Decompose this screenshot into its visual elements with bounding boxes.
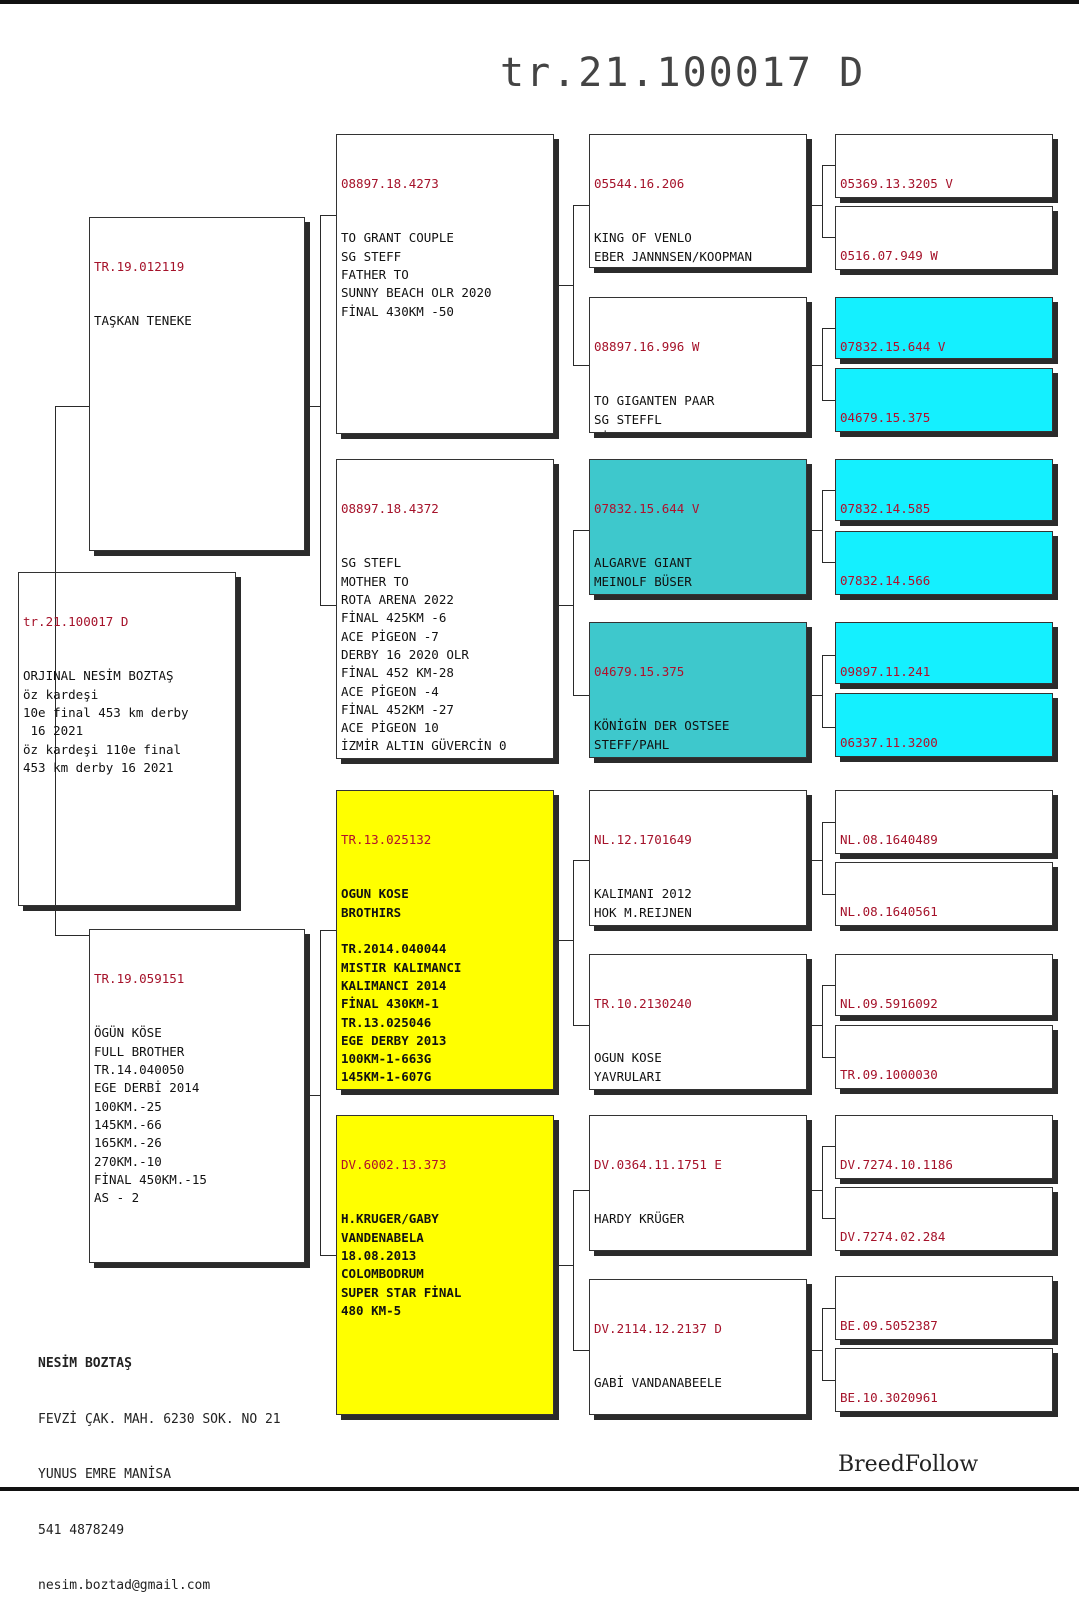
gen2-box-3 xyxy=(336,790,554,1090)
sire-box xyxy=(89,217,305,551)
gen4-box-2 xyxy=(835,206,1053,270)
ring-id: TR.09.1000030 xyxy=(840,1066,938,1082)
ring-id: 08897.18.4273 xyxy=(341,175,439,191)
ring-id: 07832.15.644 V xyxy=(840,338,946,354)
ring-id: BE.10.3020961 xyxy=(840,1389,938,1405)
ring-id: 08897.16.996 W xyxy=(594,338,700,354)
bird-info: TO GIGANTEN PAAR SG STEFFL xyxy=(594,393,715,427)
gen2-box-1 xyxy=(336,134,554,434)
gen4-box-3 xyxy=(835,297,1053,359)
ring-id: 07832.14.566 xyxy=(840,572,931,588)
sire-ring-id: TR.19.012119 xyxy=(94,258,185,274)
ring-id: DV.6002.13.373 xyxy=(341,1156,447,1172)
gen2-box-2 xyxy=(336,459,554,759)
gen3-box-2 xyxy=(589,297,807,433)
bird-info: OGUN KOSE BROTHIRS TR.2014.040044 MISTIR KALIMANCI KALIMANCI 2014 FİNAL 430KM-1 TR.13.025046 EGE DERBY 2013 100KM-1-663G 145KM-1-607G xyxy=(341,886,462,1085)
gen3-box-5 xyxy=(589,790,807,926)
gen4-box-14 xyxy=(835,1187,1053,1251)
dam-ring-id: TR.19.059151 xyxy=(94,970,185,986)
gen4-box-9 xyxy=(835,790,1053,854)
ring-id: NL.09.5916092 xyxy=(840,995,938,1011)
ring-id: NL.12.1701649 xyxy=(594,831,692,847)
ring-id: DV.7274.10.1186 xyxy=(840,1156,953,1172)
gen4-box-8 xyxy=(835,693,1053,757)
gen4-box-5 xyxy=(835,459,1053,521)
gen3-box-7 xyxy=(589,1115,807,1251)
ring-id: 07832.15.644 V xyxy=(594,500,700,516)
gen4-box-6 xyxy=(835,531,1053,595)
ring-id: 05544.16.206 xyxy=(594,175,685,191)
gen4-box-13 xyxy=(835,1115,1053,1179)
owner-email[interactable]: nesim.boztad@gmail.com xyxy=(38,1578,211,1593)
ring-id: DV.2114.12.2137 D xyxy=(594,1320,722,1336)
gen4-box-12 xyxy=(835,1025,1053,1089)
dam-box xyxy=(89,929,305,1263)
ring-id: 0516.07.949 W xyxy=(840,247,938,263)
subject-ring-id: tr.21.100017 D xyxy=(23,613,129,629)
gen4-box-10 xyxy=(835,862,1053,926)
owner-phone: 541 4878249 xyxy=(38,1522,125,1538)
ring-id: 06337.11.3200 xyxy=(840,734,938,750)
top-border xyxy=(0,0,1079,4)
gen4-box-15 xyxy=(835,1276,1053,1340)
brand-logo: BreedFollow xyxy=(838,1452,979,1477)
ring-id: DV.7274.02.284 xyxy=(840,1228,946,1244)
owner-address-line: FEVZİ ÇAK. MAH. 6230 SOK. NO 21 xyxy=(38,1411,281,1427)
dam-info: ÖGÜN KÖSE FULL BROTHER TR.14.040050 EGE DERBİ 2014 100KM.-25 145KM.-66 165KM.-26 270KM.-10 FİNAL 450KM.-15 AS - 2 xyxy=(94,1025,207,1206)
gen3-box-6 xyxy=(589,954,807,1090)
bird-info: KING OF VENLO EBER JANNNSEN/KOOPMAN xyxy=(594,230,753,264)
gen4-box-7 xyxy=(835,622,1053,684)
bird-info: HARDY KRÜGER xyxy=(594,1211,685,1227)
ring-id: TR.13.025132 xyxy=(341,831,432,847)
bird-info: H.KRUGER/GABY VANDENABELA 18.08.2013 COLOMBODRUM SUPER STAR FİNAL 480 KM-5 xyxy=(341,1211,462,1318)
ring-id: BE.09.5052387 xyxy=(840,1317,938,1333)
ring-id: 05369.13.3205 V xyxy=(840,175,953,191)
gen4-box-16 xyxy=(835,1348,1053,1412)
bird-info: GABİ VANDANABEELE xyxy=(594,1375,722,1391)
gen4-box-4 xyxy=(835,368,1053,432)
owner-contact xyxy=(38,1318,338,1614)
gen3-box-1 xyxy=(589,134,807,268)
ring-id: NL.08.1640561 xyxy=(840,903,938,919)
bird-info: SG STEFL MOTHER TO ROTA ARENA 2022 FİNAL 425KM -6 ACE PİGEON -7 DERBY 16 2020 OLR FİNAL 452 KM-28 ACE PİGEON -4 FİNAL 452KM -27 ACE PİGEON 10 İZMİR ALTIN GÜVERCİN 0 xyxy=(341,555,507,754)
gen4-box-1 xyxy=(835,134,1053,198)
sire-info: TAŞKAN TENEKE xyxy=(94,313,192,329)
bird-info: TO GRANT COUPLE SG STEFF FATHER TO SUNNY BEACH OLR 2020 FİNAL 430KM -50 xyxy=(341,230,492,319)
bird-info: KALIMANI 2012 HOK M.REIJNEN xyxy=(594,886,692,920)
ring-id: DV.0364.11.1751 E xyxy=(594,1156,722,1172)
gen2-box-4 xyxy=(336,1115,554,1415)
bird-info: OGUN KOSE YAVRULARI xyxy=(594,1050,662,1084)
gen3-box-8 xyxy=(589,1279,807,1415)
ring-id: 04679.15.375 xyxy=(594,663,685,679)
subject-info: ORJINAL NESİM BOZTAŞ öz kardeşi 10e final 453 km derby 16 2021 öz kardeşi 110e final 453 km derby 16 2021 xyxy=(23,668,189,775)
ring-id: TR.10.2130240 xyxy=(594,995,692,1011)
owner-city: YUNUS EMRE MANİSA xyxy=(38,1467,172,1482)
ring-id: 07832.14.585 xyxy=(840,500,931,516)
ring-id: NL.08.1640489 xyxy=(840,831,938,847)
bird-info: KÖNİGİN DER OSTSEE STEFF/PAHL xyxy=(594,718,730,752)
subject-box xyxy=(18,572,236,906)
gen4-box-11 xyxy=(835,954,1053,1016)
ring-id: 09897.11.241 xyxy=(840,663,931,679)
bottom-border xyxy=(0,1487,1079,1491)
bird-info: ALGARVE GIANT MEINOLF BÜSER xyxy=(594,555,692,589)
ring-id: 04679.15.375 xyxy=(840,409,931,425)
gen3-box-4 xyxy=(589,622,807,758)
owner-name: NESİM BOZTAŞ xyxy=(38,1356,132,1371)
ring-id: 08897.18.4372 xyxy=(341,500,439,516)
page-title: tr.21.100017 D xyxy=(500,50,866,96)
gen3-box-3 xyxy=(589,459,807,595)
